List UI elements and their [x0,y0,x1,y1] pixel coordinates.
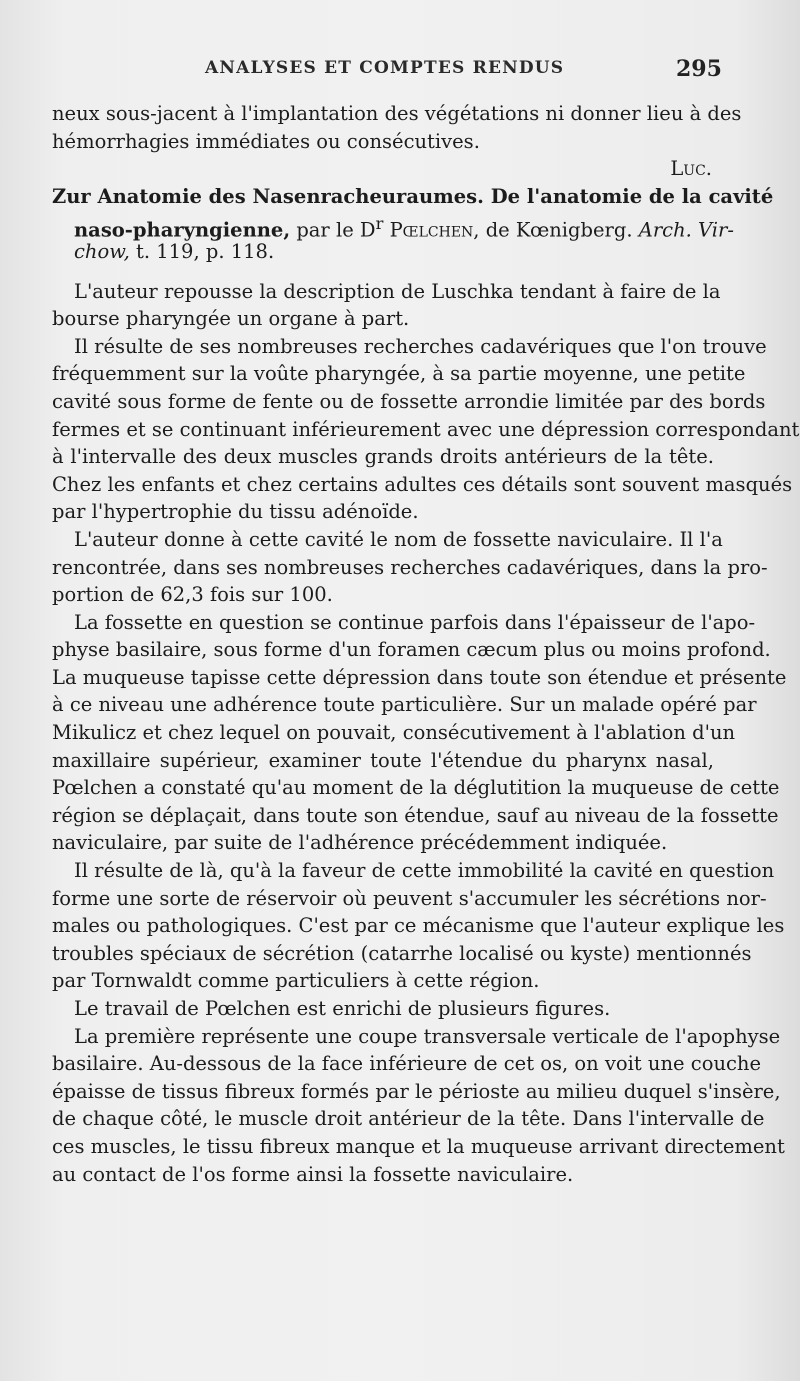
page-number: 295 [676,56,722,82]
text-line: épaisse de tissus fibreux formés par le périoste au milieu duquel s'insère, [52,1079,781,1103]
text-line: Mikulicz et chez lequel on pouvait, consécutivement à l'ablation d'un [52,721,736,745]
text-line: La fossette en question se continue parfois dans l'épaisseur de l'apo- [74,610,756,634]
text-line: physe basilaire, sous forme d'un foramen cæcum plus ou moins profond. [52,638,771,662]
text-line: basilaire. Au-dessous de la face inférieure de cet os, on voit une couche [52,1052,762,1076]
author-name: Pœlchen [389,218,474,242]
paragraph [52,100,742,155]
text-line: bourse pharyngée un organe à part. [52,307,410,331]
text-line: à l'intervalle des deux muscles grands droits antérieurs de la tête. [52,445,714,469]
text-line: Le travail de Pœlchen est enrichi de plusieurs figures. [74,997,611,1020]
paragraph [52,995,714,1023]
text-line: à ce niveau une adhérence toute particulière. Sur un malade opéré par [52,693,757,717]
text-line: forme une sorte de réservoir où peuvent s'accumuler les sécrétions nor- [52,886,767,910]
review-title: Zur Anatomie des Nasenracheuraumes. De l'anatomie de la cavité [52,184,774,208]
running-title: ANALYSES ET COMPTES RENDUS [205,58,565,78]
running-head [0,58,800,88]
journal-reference: t. 119, p. 118. [136,239,275,263]
paragraph [52,278,721,333]
text-line: Il résulte de ses nombreuses recherches cadavériques que l'on trouve [74,334,767,358]
text-line: portion de 62,3 fois sur 100. [52,583,333,607]
text-line: Chez les enfants et chez certains adultes ces détails sont souvent masqués [52,472,793,496]
review-title-cont: naso-pharyngienne, [74,218,291,242]
paragraph [52,333,800,526]
author-city: , de Kœnigberg. [473,218,633,242]
text-line: L'auteur donne à cette cavité le nom de fossette naviculaire. Il l'a [74,527,723,551]
paragraph [52,609,787,857]
author-prefix: par le D [296,218,376,242]
text-line: de chaque côté, le muscle droit antérieur de la tête. Dans l'intervalle de [52,1107,765,1131]
text-line: troubles spéciaux de sécrétion (catarrhe localisé ou kyste) mentionnés [52,941,752,965]
author-prefix-sup: r [375,214,384,234]
author-signature: Luc. [670,157,712,181]
review-heading [52,183,774,266]
text-line: Pœlchen a constaté qu'au moment de la déglutition la muqueuse de cette [52,776,780,800]
text-line: cavité sous forme de fente ou de fossette arrondie limitée par des bords [52,389,766,413]
article-text [52,100,800,1188]
text-line: maxillaire supérieur, examiner toute l'étendue du pharynx nasal, [52,748,714,772]
text-line: fréquemment sur la voûte pharyngée, à sa partie moyenne, une petite [52,362,746,386]
text-line: La muqueuse tapisse cette dépression dans toute son étendue et présente [52,665,787,689]
text-line: par Tornwaldt comme particuliers à cette région. [52,969,540,993]
text-line: La première représente une coupe transversale verticale de l'apophyse [74,1024,781,1048]
text-line: région se déplaçait, dans toute son étendue, sauf au niveau de la fossette [52,803,779,827]
text-line: hémorrhagies immédiates ou consécutives. [52,129,480,153]
text-line: L'auteur repousse la description de Luschka tendant à faire de la [74,279,721,303]
text-line: males ou pathologiques. C'est par ce mécanisme que l'auteur explique les [52,914,785,938]
text-line: Il résulte de là, qu'à la faveur de cette immobilité la cavité en question [74,859,775,883]
text-line: fermes et se continuant inférieurement avec une dépression correspondant [52,417,800,441]
paragraph [52,857,785,995]
review-title-line [52,210,734,242]
spacer [52,266,714,278]
paragraph [52,526,768,609]
review-title-line [52,183,774,211]
journal-name-cont: chow, [74,239,130,263]
text-line: neux sous-jacent à l'implantation des végétations ni donner lieu à des [52,102,742,125]
paragraph [52,1023,785,1189]
text-line: rencontrée, dans ses nombreuses recherches cadavériques, dans la pro- [52,555,768,579]
review-title-line [52,238,714,266]
text-line: par l'hypertrophie du tissu adénoïde. [52,500,419,524]
journal-name: Arch. Vir- [638,218,734,242]
text-line: naviculaire, par suite de l'adhérence précédemment indiquée. [52,831,668,855]
text-line: ces muscles, le tissu fibreux manque et la muqueuse arrivant directement [52,1134,785,1158]
text-line: au contact de l'os forme ainsi la fossette naviculaire. [52,1162,574,1186]
